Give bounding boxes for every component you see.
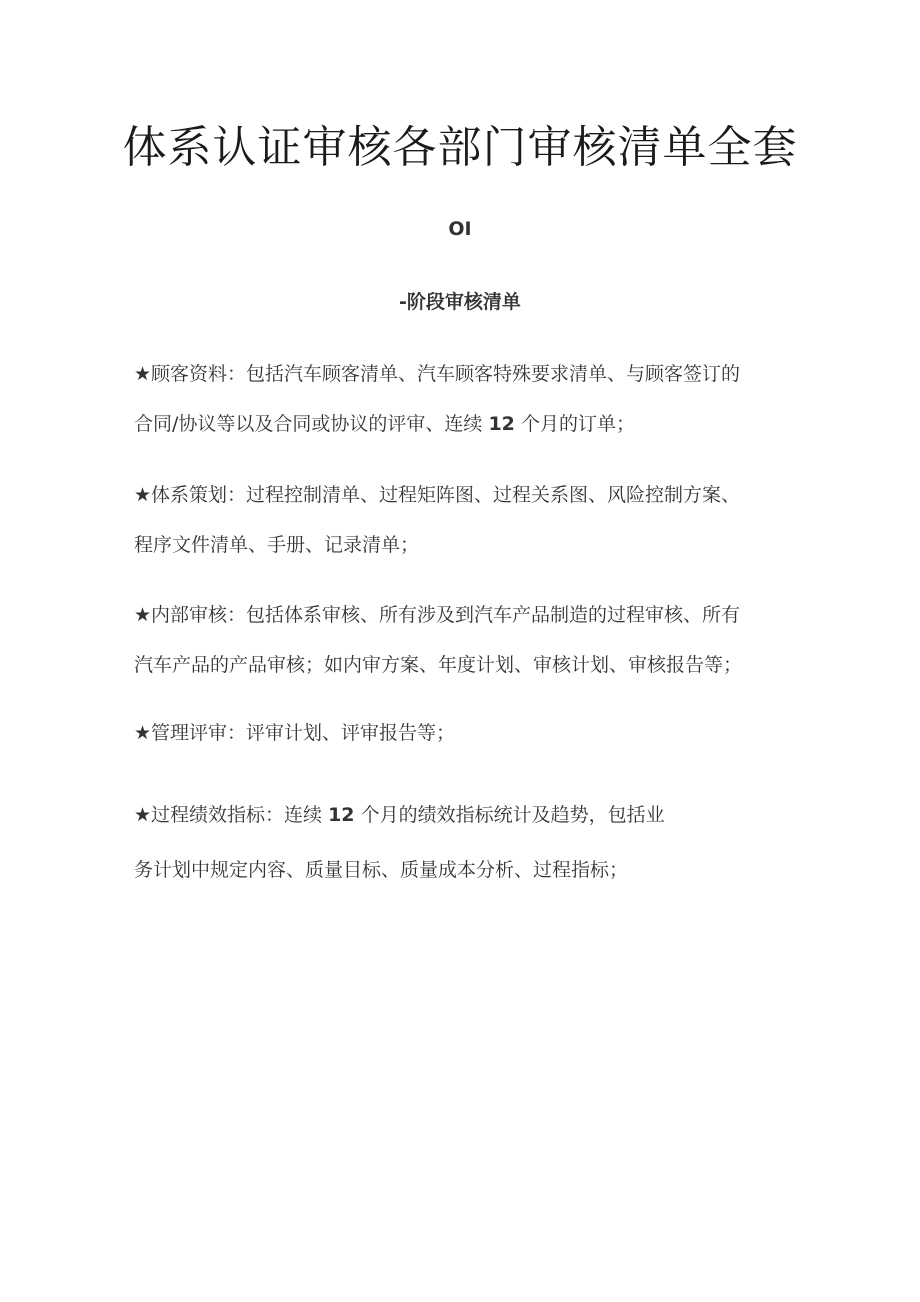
paragraph-line: ★内部审核：包括体系审核、所有涉及到汽车产品制造的过程审核、所有: [134, 604, 741, 626]
paragraph-internal-audit: [134, 590, 794, 690]
number-value: 12: [328, 804, 355, 826]
paragraph-line: [134, 790, 794, 840]
section-heading: -阶段审核清单: [399, 291, 521, 313]
number-value: 12: [488, 413, 515, 435]
paragraph-line: [134, 399, 794, 449]
section-code: OI: [448, 218, 472, 240]
paragraph-line: ★管理评审：评审计划、评审报告等；: [134, 722, 456, 744]
document-title: 体系认证审核各部门审核清单全套: [122, 122, 798, 173]
paragraph-line: ★体系策划：过程控制清单、过程矩阵图、过程关系图、风险控制方案、: [134, 484, 741, 506]
text-fragment: 个月的订单；: [514, 413, 635, 435]
text-fragment: 个月的绩效指标统计及趋势，包括业: [354, 804, 665, 826]
paragraph-customer-data: [134, 349, 794, 449]
paragraph-management-review: [134, 708, 794, 758]
paragraph-line: 程序文件清单、手册、记录清单；: [134, 534, 420, 556]
text-fragment: ★过程绩效指标：连续: [134, 804, 329, 826]
paragraph-line: 务计划中规定内容、质量目标、质量成本分析、过程指标；: [134, 859, 629, 881]
paragraph-line: ★顾客资料：包括汽车顾客清单、汽车顾客特殊要求清单、与顾客签订的: [134, 363, 741, 385]
paragraph-system-planning: [134, 470, 794, 570]
text-fragment: 合同/协议等以及合同或协议的评审、连续: [134, 413, 489, 435]
paragraph-process-kpi-continued: [134, 845, 794, 895]
paragraph-line: 汽车产品的产品审核；如内审方案、年度计划、审核计划、审核报告等；: [134, 654, 743, 676]
paragraph-process-kpi: [134, 790, 794, 840]
